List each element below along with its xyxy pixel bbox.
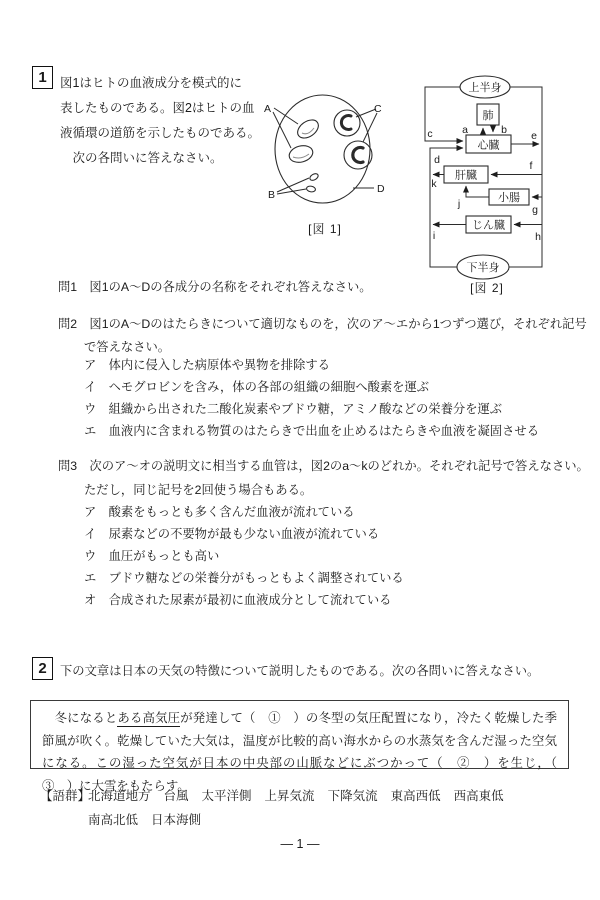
question1-intro [60, 71, 260, 171]
word-group-row2 [88, 810, 201, 828]
word-group-item: 太平洋側 [201, 789, 252, 803]
word-group-item: 西高東低 [453, 789, 504, 803]
toi2-option-e: エ 血液内に含まれる物質のはたらきで出血を止めるはたらきや血液を凝固させる [84, 424, 539, 438]
word-group-item: 北海道地方 [88, 789, 151, 803]
svg-text:d: d [434, 154, 440, 166]
svg-text:a: a [462, 124, 468, 136]
lower-body-label: 下半身 [466, 262, 500, 274]
word-group-item: 台風 [163, 789, 189, 803]
toi2-text-line2: で答えなさい。 [84, 340, 171, 354]
toi3-option-u: ウ 血圧がもっとも高い [84, 549, 220, 563]
figure1-caption: [図 1] [308, 222, 342, 236]
question2-number-box: 2 [32, 657, 53, 680]
white-blood-cells [334, 110, 372, 169]
intro-line: 液循環の道筋を示したものである。 [60, 126, 261, 140]
word-group-item: 日本海側 [151, 813, 202, 827]
intro-line: 表したものである。図2はヒトの血 [60, 101, 255, 115]
passage-text-post: が発達して（ ① ）の冬型の気圧配置になり，冷たく乾燥した季節風が吹く。乾燥していた大気は，温度が比較的高い海水からの水蒸気を含んだ湿った空気になる。この湿った空気が日本の中央部の山脈などにぶつかって（ ② ）を生じ，（ ③ ）に大雪をもたらす。 [42, 711, 570, 793]
passage-text-pre: 冬になると [42, 711, 118, 725]
figure2-circulation-diagram [420, 70, 590, 300]
intro-line: 次の各問いに答えなさい。 [60, 151, 223, 165]
toi1-text: 問1 図1のA～Dの各成分の名称をそれぞれ答えなさい。 [58, 280, 372, 294]
word-group-label: 【語群】 [40, 789, 91, 803]
page-number: ― 1 ― [280, 837, 320, 851]
weather-passage-box [30, 700, 570, 793]
svg-text:i: i [432, 230, 436, 242]
toi3-option-e: エ ブドウ糖などの栄養分がもっともよく調整されている [84, 571, 404, 585]
svg-text:e: e [531, 130, 537, 142]
fig1-label-A: A [264, 103, 272, 115]
svg-text:j: j [457, 198, 461, 210]
svg-text:f: f [529, 160, 533, 172]
fig1-label-B: B [268, 189, 276, 201]
toi2-option-u: ウ 組織から出された二酸化炭素やブドウ糖，アミノ酸などの栄養分を運ぶ [84, 402, 503, 416]
toi2-text-line1: 問2 図1のA～Dのはたらきについて適切なものを，次のア～エから1つずつ選び，それぞれ記号 [58, 317, 587, 331]
toi2-option-a: ア 体内に侵入した病原体や異物を排除する [84, 358, 330, 372]
question2-intro: 下の文章は日本の天気の特徴について説明したものである。次の各問いに答えなさい。 [60, 664, 540, 678]
word-group-row1 [88, 786, 504, 804]
fig1-label-D: D [377, 183, 385, 195]
toi3-option-o: オ 合成された尿素が最初に血液成分として流れている [84, 593, 392, 607]
word-group-item: 東高西低 [390, 789, 441, 803]
word-group-item: 上昇気流 [264, 789, 315, 803]
word-group-item: 南高北低 [88, 813, 139, 827]
toi3-text-line1: 問3 次のア～オの説明文に相当する血管は，図2のa～kのどれか。それぞれ記号で答えなさい。 [58, 459, 589, 473]
toi3-option-i: イ 尿素などの不要物が最も少ない血液が流れている [84, 527, 380, 541]
figure2-caption: [図 2] [470, 281, 504, 295]
figure1-blood-components [250, 88, 400, 238]
intro-line: 図1はヒトの血液成分を模式的に [60, 76, 242, 90]
svg-text:g: g [532, 204, 538, 216]
svg-text:h: h [535, 231, 541, 243]
svg-text:c: c [427, 128, 433, 140]
svg-text:b: b [501, 124, 507, 136]
toi2-option-i: イ ヘモグロビンを含み，体の各部の組織の細胞へ酸素を運ぶ [84, 380, 430, 394]
small-intestine-label: 小腸 [498, 192, 520, 204]
kidney-label: じん臓 [472, 219, 505, 232]
platelets [306, 172, 319, 192]
liver-label: 肝臓 [455, 169, 477, 182]
toi3-text-line2: ただし，同じ記号を2回使う場合もある。 [84, 483, 313, 497]
question1-number-box: 1 [32, 66, 53, 89]
lung-label: 肺 [482, 110, 494, 122]
heart-label: 心臓 [477, 139, 500, 152]
svg-text:k: k [431, 178, 437, 190]
word-group-item: 下降気流 [327, 789, 378, 803]
toi3-option-a: ア 酸素をもっとも多く含んだ血液が流れている [84, 505, 355, 519]
upper-body-label: 上半身 [468, 82, 502, 94]
passage-underlined-text: ある高気圧 [117, 711, 181, 725]
red-blood-cells [287, 116, 321, 165]
fig1-label-C: C [374, 103, 382, 115]
